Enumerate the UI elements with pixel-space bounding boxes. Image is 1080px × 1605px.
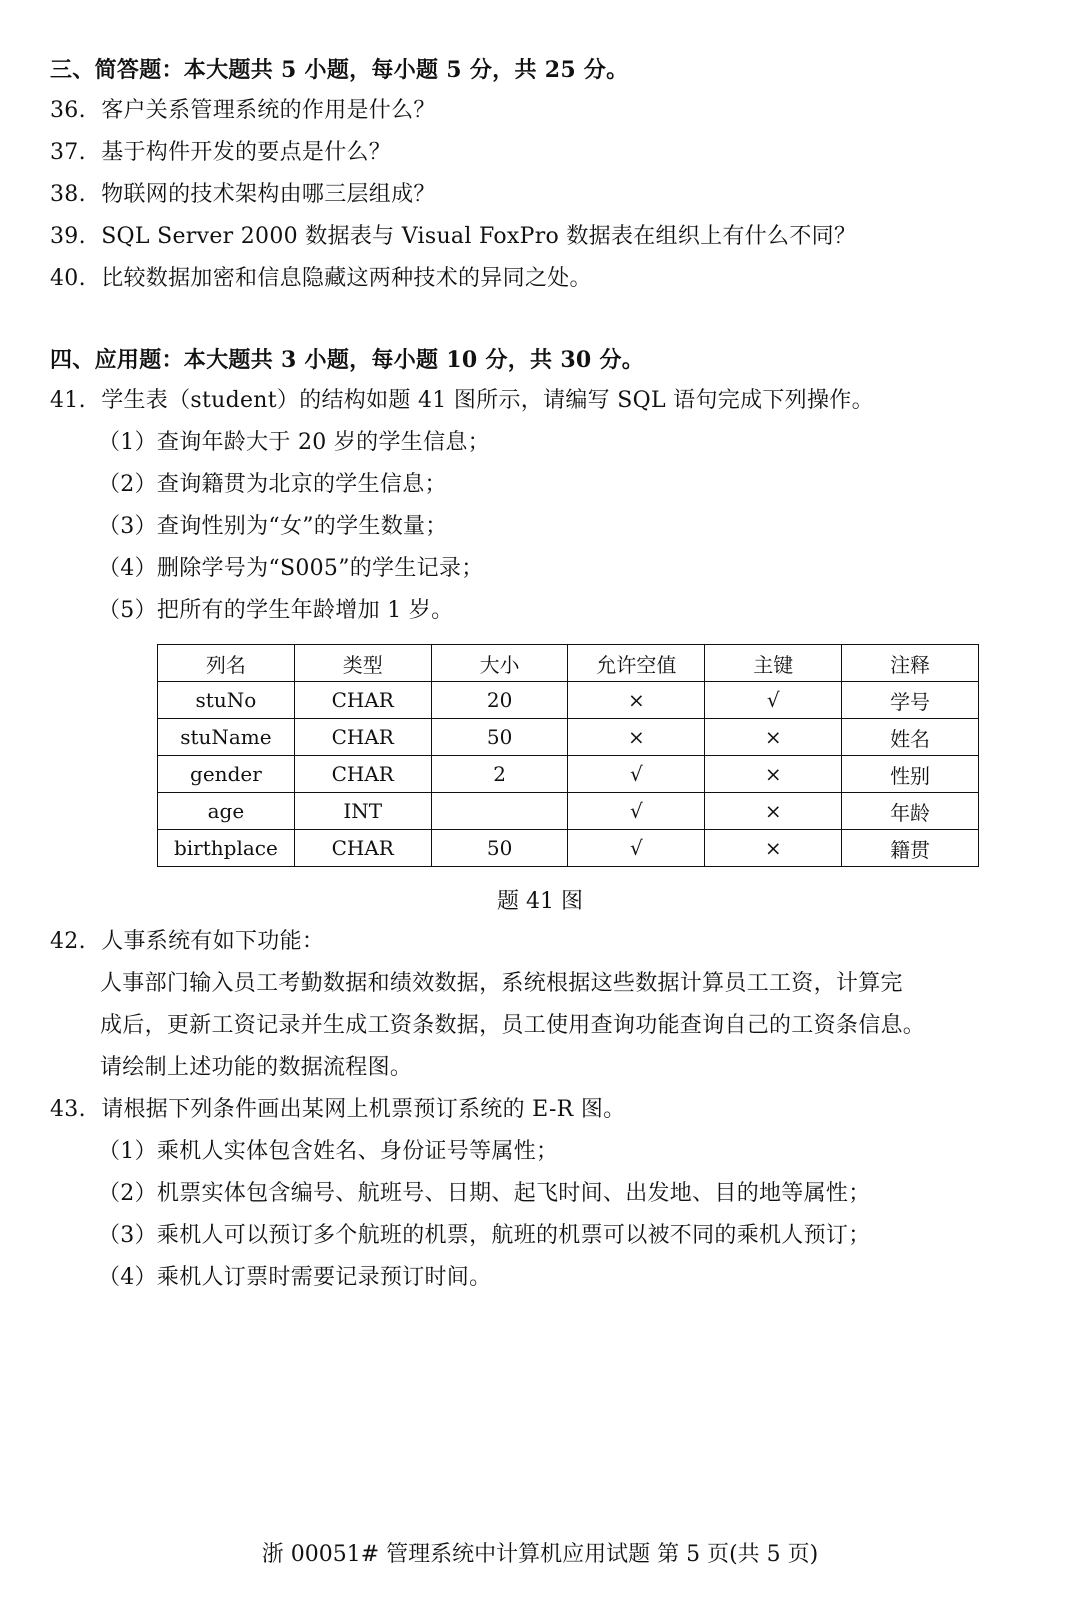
q41-item: （2）查询籍贯为北京的学生信息； <box>98 472 447 497</box>
question-number: 38. <box>50 182 86 207</box>
question-number: 41. <box>50 388 86 413</box>
table-header-cell: 主键 <box>705 645 842 682</box>
q41-item: （3）查询性别为“女”的学生数量； <box>98 514 448 539</box>
question-43 <box>50 1095 625 1125</box>
q41-item: （4）删除学号为“S005”的学生记录； <box>98 556 484 581</box>
page-footer: 浙 00051# 管理系统中计算机应用试题 第 5 页(共 5 页) <box>261 1542 819 1567</box>
table-cell: birthplace <box>158 830 295 867</box>
question-number: 37. <box>50 140 86 165</box>
q43-item: （2）机票实体包含编号、航班号、日期、起飞时间、出发地、目的地等属性； <box>98 1181 871 1206</box>
table-cell <box>431 793 568 830</box>
q42-paragraph-line: 成后，更新工资记录并生成工资条数据，员工使用查询功能查询自己的工资条信息。 <box>100 1013 926 1038</box>
question-number: 39. <box>50 224 86 249</box>
table-row <box>158 793 979 830</box>
question-number: 36. <box>50 98 86 123</box>
question-38 <box>50 180 436 210</box>
table-cell: 姓名 <box>842 719 979 756</box>
table-cell: × <box>705 719 842 756</box>
table-cell: CHAR <box>294 756 431 793</box>
table-cell: 学号 <box>842 682 979 719</box>
table-header-row <box>158 645 979 682</box>
question-41 <box>50 386 874 416</box>
section4-heading: 四、应用题：本大题共 3 小题，每小题 10 分，共 30 分。 <box>50 347 645 373</box>
table-cell: 2 <box>431 756 568 793</box>
question-text: 比较数据加密和信息隐藏这两种技术的异同之处。 <box>101 266 592 291</box>
question-37 <box>50 138 391 168</box>
table-cell: 籍贯 <box>842 830 979 867</box>
section3-heading: 三、简答题：本大题共 5 小题，每小题 5 分，共 25 分。 <box>50 57 629 83</box>
q41-item: （1）查询年龄大于 20 岁的学生信息； <box>98 430 490 455</box>
table-cell: √ <box>705 682 842 719</box>
q42-paragraph-line: 人事部门输入员工考勤数据和绩效数据，系统根据这些数据计算员工工资，计算完 <box>100 971 903 996</box>
table-row <box>158 719 979 756</box>
question-number: 40. <box>50 266 86 291</box>
question-number: 42. <box>50 929 86 954</box>
table-header-cell: 大小 <box>431 645 568 682</box>
table-cell: CHAR <box>294 682 431 719</box>
q43-item: （4）乘机人订票时需要记录预订时间。 <box>98 1265 492 1290</box>
table-cell: × <box>568 682 705 719</box>
table-cell: stuNo <box>158 682 295 719</box>
table-cell: gender <box>158 756 295 793</box>
q41-item: （5）把所有的学生年龄增加 1 岁。 <box>98 598 454 623</box>
table-cell: INT <box>294 793 431 830</box>
question-text: 基于构件开发的要点是什么？ <box>101 140 392 165</box>
question-text: 客户关系管理系统的作用是什么？ <box>101 98 436 123</box>
question-39 <box>50 222 856 252</box>
table-header-cell: 注释 <box>842 645 979 682</box>
table-header-cell: 允许空值 <box>568 645 705 682</box>
table-cell: stuName <box>158 719 295 756</box>
table-cell: × <box>568 719 705 756</box>
table-header-cell: 类型 <box>294 645 431 682</box>
question-text: SQL Server 2000 数据表与 Visual FoxPro 数据表在组织上有什么不同？ <box>101 224 857 249</box>
table-row <box>158 830 979 867</box>
figure-caption: 题 41 图 <box>497 889 583 914</box>
table-cell: 50 <box>431 830 568 867</box>
q43-item: （1）乘机人实体包含姓名、身份证号等属性； <box>98 1139 559 1164</box>
question-text: 请根据下列条件画出某网上机票预订系统的 E-R 图。 <box>101 1097 626 1122</box>
table-cell: 年龄 <box>842 793 979 830</box>
table-cell: 20 <box>431 682 568 719</box>
table-cell: × <box>705 793 842 830</box>
student-table <box>157 644 979 867</box>
question-36 <box>50 96 436 126</box>
table-row <box>158 682 979 719</box>
table-cell: 50 <box>431 719 568 756</box>
q43-item: （3）乘机人可以预订多个航班的机票，航班的机票可以被不同的乘机人预订； <box>98 1223 871 1248</box>
table-cell: CHAR <box>294 830 431 867</box>
question-text: 人事系统有如下功能： <box>101 929 325 954</box>
question-text: 物联网的技术架构由哪三层组成？ <box>101 182 436 207</box>
table-cell: CHAR <box>294 719 431 756</box>
table-cell: × <box>705 756 842 793</box>
table-cell: age <box>158 793 295 830</box>
question-40 <box>50 264 592 294</box>
table-cell: √ <box>568 756 705 793</box>
table-cell: √ <box>568 830 705 867</box>
q42-paragraph-line: 请绘制上述功能的数据流程图。 <box>100 1055 413 1080</box>
question-number: 43. <box>50 1097 86 1122</box>
table-cell: × <box>705 830 842 867</box>
table-row <box>158 756 979 793</box>
table-cell: √ <box>568 793 705 830</box>
table-header-cell: 列名 <box>158 645 295 682</box>
question-42 <box>50 927 324 957</box>
question-text: 学生表（student）的结构如题 41 图所示，请编写 SQL 语句完成下列操作。 <box>101 388 874 413</box>
table-cell: 性别 <box>842 756 979 793</box>
